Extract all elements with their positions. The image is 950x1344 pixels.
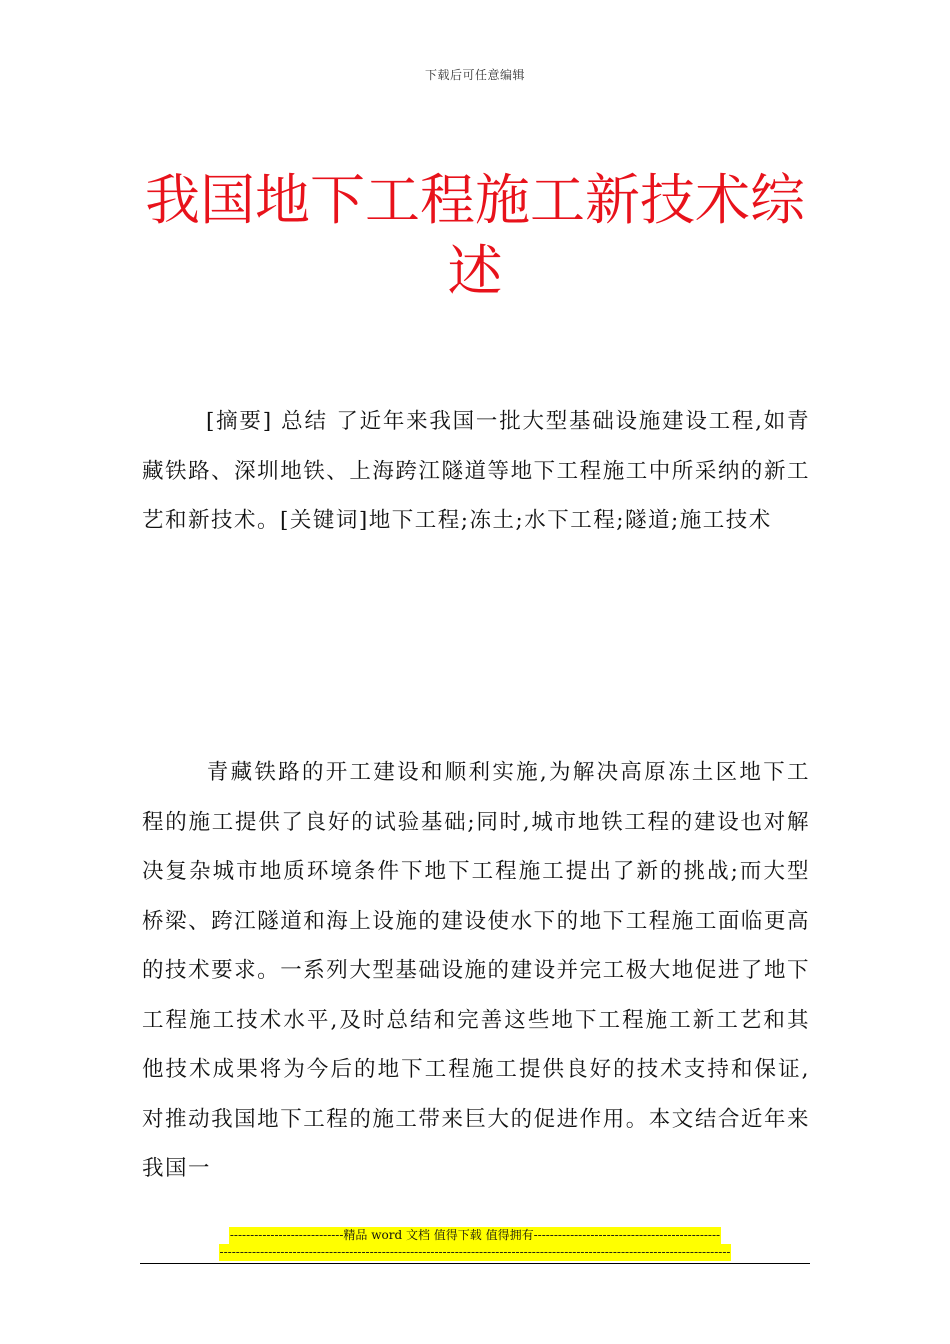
- document-title: 我国地下工程施工新技术综述: [144, 167, 805, 303]
- abstract-paragraph: [142, 397, 810, 546]
- header-note: 下载后可任意编辑: [424, 68, 525, 82]
- abstract-text: [摘要] 总结 了近年来我国一批大型基础设施建设工程,如青藏铁路、深圳地铁、上海跨江隧道等地下工程施工中所采纳的新工艺和新技术。[关键词]地下工程;冻土;水下工程;隧道;施工技术: [142, 409, 810, 533]
- footer-banner: [0, 1227, 950, 1261]
- footer-line-1: ----------------------------精品 word 文档 值得下载 值得拥有----------------------------------------------: [229, 1228, 721, 1242]
- footer-line-2: ------------------------------------------------------------------------------------------------------------------------------: [219, 1245, 731, 1259]
- footer-divider: [140, 1263, 810, 1264]
- body-text: 青藏铁路的开工建设和顺利实施,为解决高原冻土区地下工程的施工提供了良好的试验基础;同时,城市地铁工程的建设也对解决复杂城市地质环境条件下地下工程施工提出了新的挑战;而大型桥梁、跨江隧道和海上设施的建设使水下的地下工程施工面临更高的技术要求。一系列大型基础设施的建设并完工极大地促进了地下工程施工技术水平,及时总结和完善这些地下工程施工新工艺和其他技术成果将为今后的地下工程施工提供良好的技术支持和保证,对推动我国地下工程的施工带来巨大的促进作用。本文结合近年来我国一: [142, 760, 810, 1181]
- body-paragraph: [142, 748, 810, 1194]
